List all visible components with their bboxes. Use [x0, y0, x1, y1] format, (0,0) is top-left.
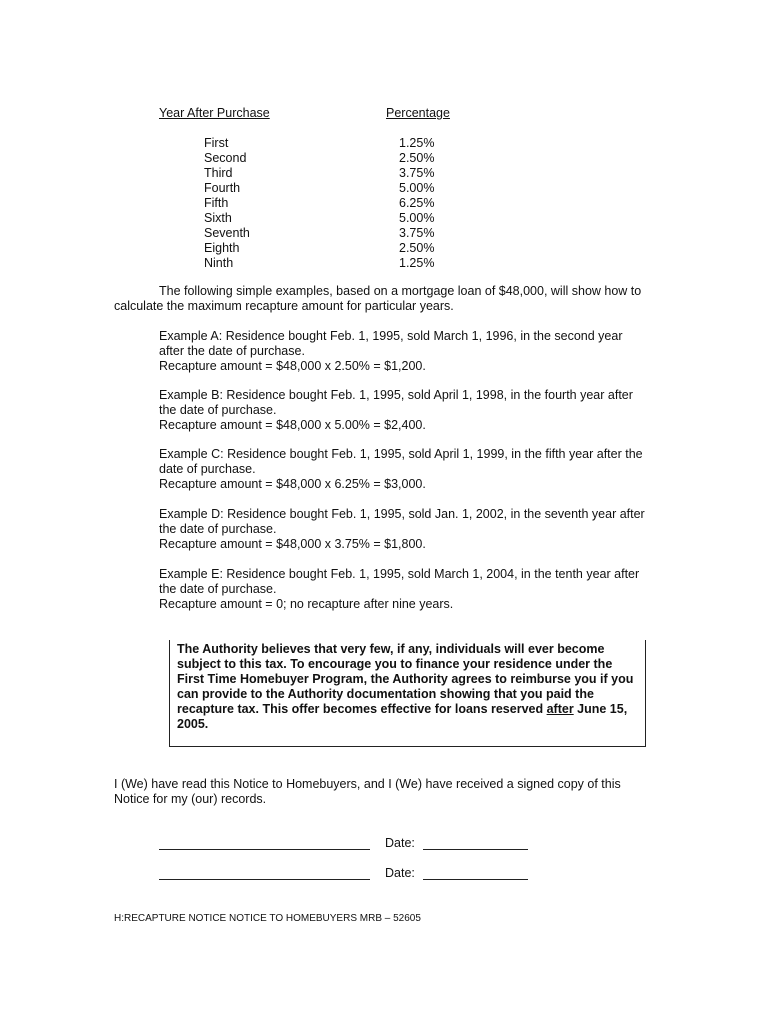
example-line: Example E: Residence bought Feb. 1, 1995, sold March 1, 2004, in the tenth year after: [159, 567, 640, 581]
example-e: [159, 567, 639, 612]
year-cell: Sixth: [204, 211, 232, 225]
percentage-cell: 3.75%: [399, 226, 435, 240]
authority-line: 2005.: [177, 717, 209, 731]
signature-line-2[interactable]: [159, 879, 370, 880]
authority-line: The Authority believes that very few, if any, individuals will ever become: [177, 642, 605, 656]
example-a: [159, 329, 622, 374]
date-line-2[interactable]: [423, 879, 528, 880]
example-line: Recapture amount = $48,000 x 2.50% = $1,200.: [159, 359, 426, 373]
date-line-1[interactable]: [423, 849, 528, 850]
example-line: Recapture amount = $48,000 x 3.75% = $1,800.: [159, 537, 426, 551]
year-cell: Seventh: [204, 226, 250, 240]
acknowledgement: [114, 777, 621, 807]
percentage-cell: 5.00%: [399, 211, 435, 225]
example-line: Recapture amount = $48,000 x 5.00% = $2,400.: [159, 418, 426, 432]
intro-line-2: calculate the maximum recapture amount for particular years.: [114, 299, 454, 313]
signature-line-1[interactable]: [159, 849, 370, 850]
percentage-cell: 3.75%: [399, 166, 435, 180]
example-line: date of purchase.: [159, 462, 256, 476]
year-cell: Second: [204, 151, 247, 165]
percentage-cell: 2.50%: [399, 241, 435, 255]
example-line: Recapture amount = 0; no recapture after nine years.: [159, 597, 454, 611]
authority-line: subject to this tax. To encourage you to finance your residence under the: [177, 657, 613, 671]
example-c: [159, 447, 643, 492]
example-d: [159, 507, 645, 552]
footer-reference: H:RECAPTURE NOTICE NOTICE TO HOMEBUYERS MRB – 52605: [114, 913, 421, 924]
date-label-2: Date:: [385, 866, 415, 880]
example-line: the date of purchase.: [159, 522, 277, 536]
example-b: [159, 388, 633, 433]
year-list: [204, 136, 250, 271]
year-cell: Third: [204, 166, 233, 180]
year-cell: First: [204, 136, 229, 150]
example-line: Example D: Residence bought Feb. 1, 1995, sold Jan. 1, 2002, in the seventh year after: [159, 507, 645, 521]
year-cell: Eighth: [204, 241, 240, 255]
authority-notice-box: [169, 640, 646, 747]
acknowledgement-line-2: Notice for my (our) records.: [114, 792, 267, 806]
authority-line-5-start: recapture tax. This offer becomes effective for loans reserved: [177, 702, 547, 716]
intro-line-1: The following simple examples, based on a mortgage loan of $48,000, will show how to: [159, 284, 642, 298]
authority-line-5-end: June 15,: [573, 702, 628, 716]
example-line: the date of purchase.: [159, 403, 277, 417]
authority-line: [177, 702, 647, 717]
percentage-column-header: Percentage: [386, 106, 450, 120]
percentage-list: [399, 136, 434, 271]
percentage-cell: 5.00%: [399, 181, 435, 195]
acknowledgement-line-1: I (We) have read this Notice to Homebuyers, and I (We) have received a signed copy of this: [114, 777, 621, 791]
authority-after-underlined: after: [546, 702, 574, 716]
example-line: the date of purchase.: [159, 582, 277, 596]
date-label-1: Date:: [385, 836, 415, 850]
authority-line: can provide to the Authority documentation showing that you paid the: [177, 687, 594, 701]
percentage-cell: 2.50%: [399, 151, 435, 165]
authority-line: First Time Homebuyer Program, the Authority agrees to reimburse you if you: [177, 672, 634, 686]
percentage-cell: 6.25%: [399, 196, 435, 210]
year-column-header: Year After Purchase: [159, 106, 270, 120]
year-cell: Fifth: [204, 196, 229, 210]
example-line: after the date of purchase.: [159, 344, 305, 358]
example-line: Example A: Residence bought Feb. 1, 1995, sold March 1, 1996, in the second year: [159, 329, 623, 343]
percentage-cell: 1.25%: [399, 136, 435, 150]
authority-notice-text: [177, 642, 647, 732]
year-cell: Fourth: [204, 181, 241, 195]
example-line: Recapture amount = $48,000 x 6.25% = $3,000.: [159, 477, 426, 491]
example-line: Example C: Residence bought Feb. 1, 1995, sold April 1, 1999, in the fifth year after the: [159, 447, 643, 461]
year-cell: Ninth: [204, 256, 234, 270]
percentage-cell: 1.25%: [399, 256, 435, 270]
example-line: Example B: Residence bought Feb. 1, 1995, sold April 1, 1998, in the fourth year after: [159, 388, 633, 402]
